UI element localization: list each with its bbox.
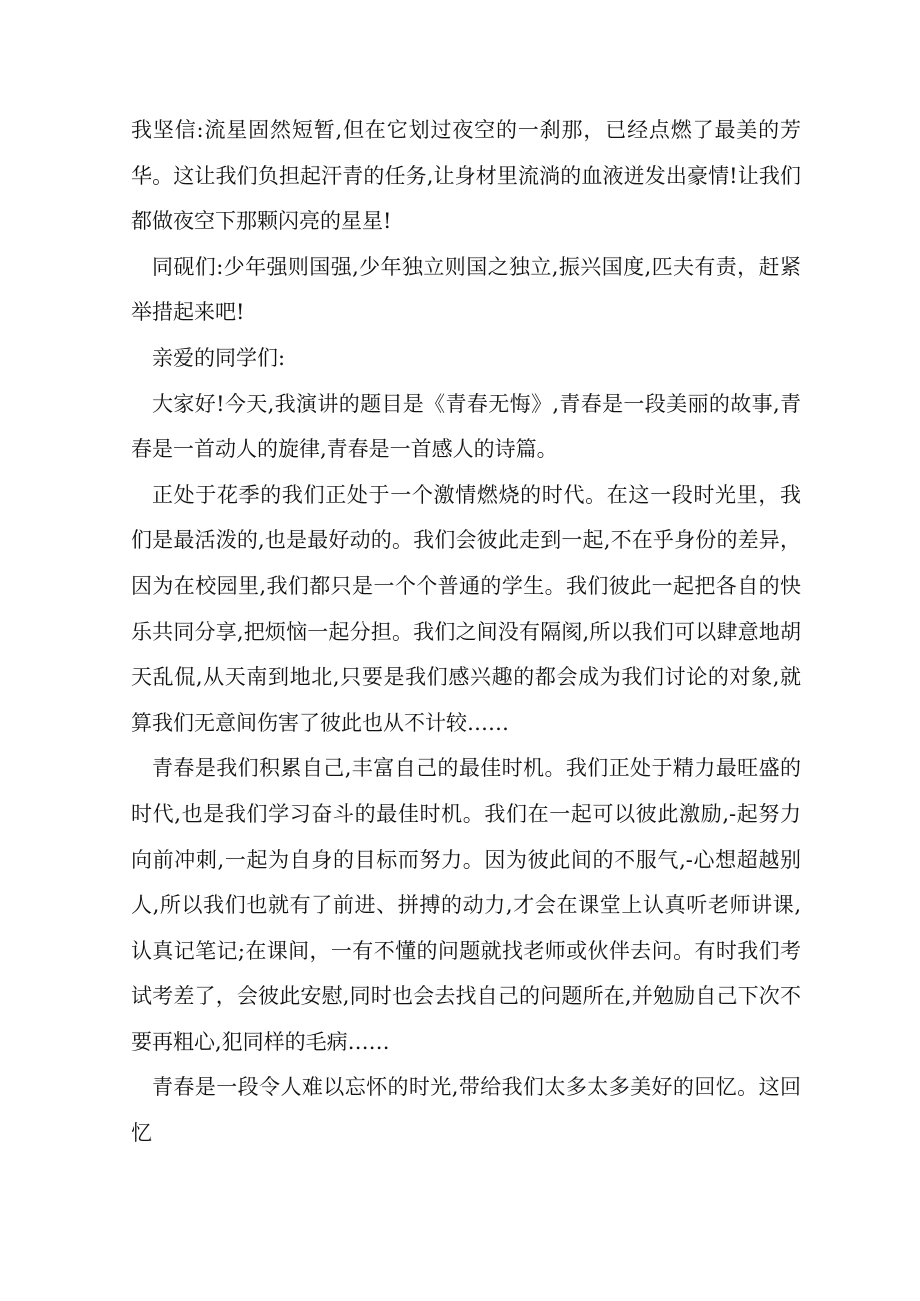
paragraph-3: 亲爱的同学们: [152, 345, 286, 370]
paragraph-4: 大家好!今天,我演讲的题目是《青春无悔》,青春是一段美丽的故事,青春是一首动人的旋律,青春是一首感人的诗篇。 [131, 391, 801, 462]
paragraph-5: 正处于花季的我们正处于一个激情燃烧的时代。在这一段时光里，我们是最活泼的,也是最好动的。我们会彼此走到一起,不在乎身份的差异，因为在校园里,我们都只是一个个普通的学生。我们彼此一起把各自的快乐共同分享,把烦恼一起分担。我们之间没有隔阂,所以我们可以肆意地胡天乱侃,从天南到地北,只要是我们感兴趣的都会成为我们讨论的对象,就算我们无意间伤害了彼此也从不计较…… [131, 482, 801, 735]
paragraph-1: 我坚信:流星固然短暂,但在它划过夜空的一刹那，已经点燃了最美的芳华。这让我们负担起汗青的任务,让身材里流淌的血液迸发出豪情!让我们都做夜空下那颗闪亮的星星! [131, 118, 801, 234]
paragraph-6: 青春是我们积累自己,丰富自己的最佳时机。我们正处于精力最旺盛的时代,也是我们学习奋斗的最佳时机。我们在一起可以彼此激励,-起努力向前冲刺,一起为自身的目标而努力。因为彼此间的不服气,-心想超越别人,所以我们也就有了前进、拼搏的动力,才会在课堂上认真听老师讲课,认真记笔记;在课间，一有不懂的问题就找老师或伙伴去问。有时我们考试考差了，会彼此安慰,同时也会去找自己的问题所在,并勉励自己下次不要再粗心,犯同样的毛病…… [131, 756, 801, 1054]
paragraph-2: 同砚们:少年强则国强,少年独立则国之独立,振兴国度,匹夫有责，赶紧举措起来吧! [131, 254, 801, 325]
paragraph-7: 青春是一段令人难以忘怀的时光,带给我们太多太多美好的回忆。这回忆 [131, 1075, 801, 1146]
document-body [131, 108, 801, 1157]
